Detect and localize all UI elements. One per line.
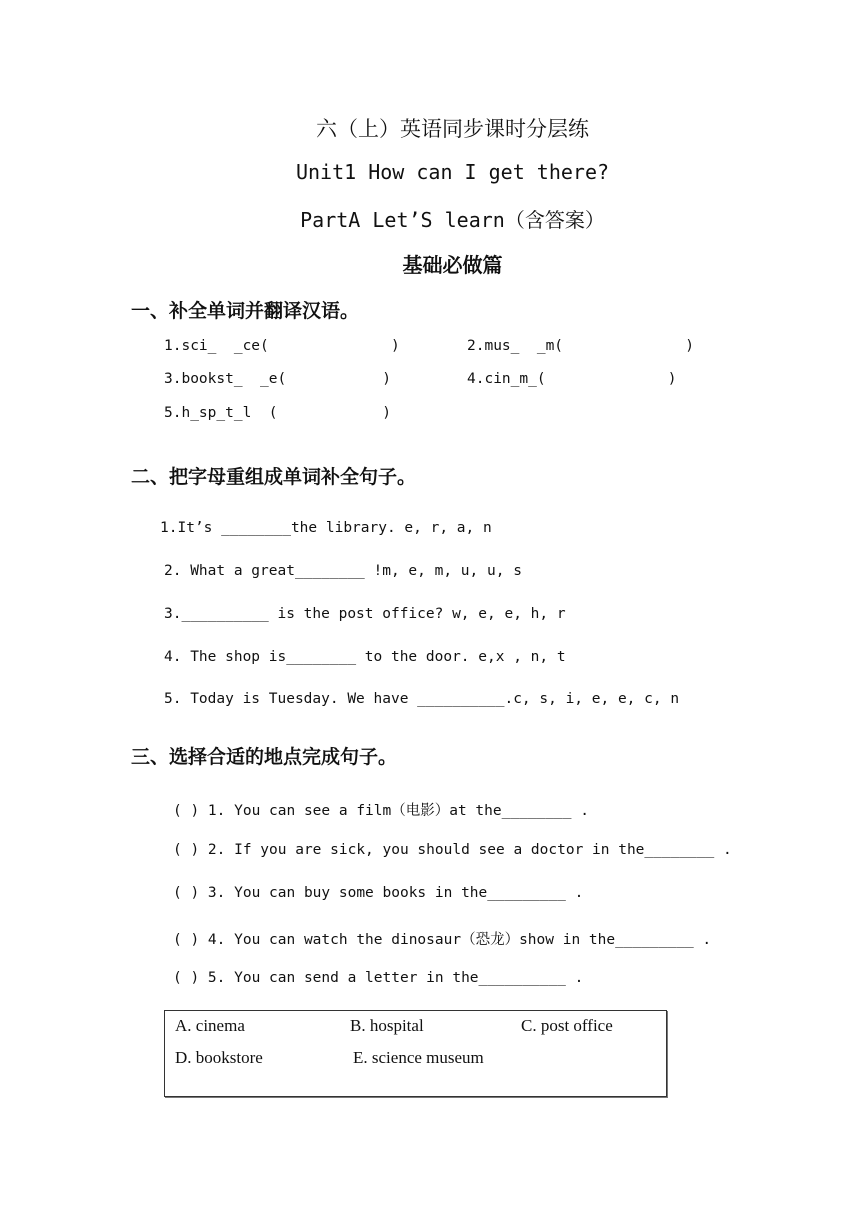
section3-item: ( ) 1. You can see a film（电影）at the________ . <box>173 803 589 819</box>
section2-item: 1.It’s ________the library. e, r, a, n <box>160 520 492 536</box>
option-a: A. cinema <box>175 1016 245 1035</box>
option-c: C. post office <box>521 1016 613 1035</box>
section2-item: 3.__________ is the post office? w, e, e, h, r <box>164 606 566 622</box>
section3-heading: 三、选择合适的地点完成句子。 <box>131 746 398 768</box>
section3-item: ( ) 3. You can buy some books in the_________ . <box>173 885 584 901</box>
option-b: B. hospital <box>350 1016 424 1035</box>
section2-heading: 二、把字母重组成单词补全句子。 <box>131 466 417 488</box>
section1-item: 1.sci_ _ce( ) <box>164 338 400 354</box>
section3-item: ( ) 4. You can watch the dinosaur（恐龙）show in the_________ . <box>173 932 712 948</box>
section2-item: 2. What a great________ !m, e, m, u, u, s <box>164 563 522 579</box>
section1-item: 4.cin_m_( ) <box>467 371 677 387</box>
section3-item: ( ) 5. You can send a letter in the__________ . <box>173 970 584 986</box>
section1-item: 3.bookst_ _e( ) <box>164 371 391 387</box>
section1-heading: 一、补全单词并翻译汉语。 <box>131 300 360 322</box>
section1-item: 5.h_sp_t_l ( ) <box>164 405 391 421</box>
section2-item: 4. The shop is________ to the door. e,x , n, t <box>164 649 566 665</box>
section2-item: 5. Today is Tuesday. We have __________.c, s, i, e, e, c, n <box>164 691 680 707</box>
options-box <box>164 1010 667 1097</box>
option-d: D. bookstore <box>175 1048 263 1067</box>
section1-item: 2.mus_ _m( ) <box>467 338 694 354</box>
worksheet-title: 六（上）英语同步课时分层练 <box>316 117 589 141</box>
section3-item: ( ) 2. If you are sick, you should see a doctor in the________ . <box>173 842 732 858</box>
level-title: 基础必做篇 <box>402 253 503 277</box>
part-title: PartA Let’S learn（含答案） <box>300 208 605 232</box>
unit-title: Unit1 How can I get there? <box>295 160 610 184</box>
option-e: E. science museum <box>353 1048 484 1067</box>
